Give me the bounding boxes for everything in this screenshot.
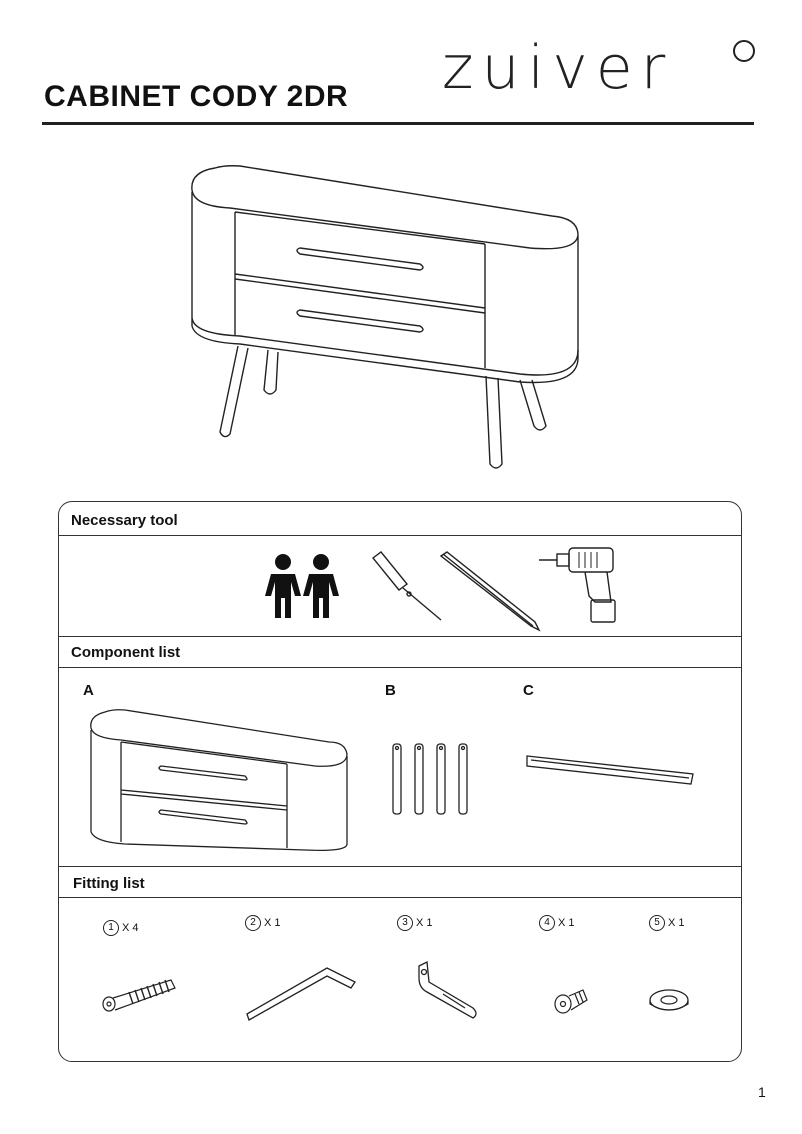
fitting-5-quantity: X 1 bbox=[668, 917, 685, 929]
fitting-2-quantity: X 1 bbox=[264, 917, 281, 929]
header-divider bbox=[42, 122, 754, 125]
allen-key-illustration bbox=[241, 960, 361, 1022]
cabinet-assembled-illustration bbox=[180, 150, 590, 480]
component-b-label: B bbox=[385, 682, 396, 699]
drill-icon bbox=[535, 544, 625, 626]
cabinet-body-illustration bbox=[85, 702, 353, 857]
tools-section-title: Necessary tool bbox=[71, 512, 178, 529]
fitting-3-number: 3 bbox=[397, 915, 413, 931]
pencil-icon bbox=[437, 548, 547, 632]
fitting-4-label bbox=[539, 915, 575, 931]
divider bbox=[59, 866, 741, 867]
fitting-5-label bbox=[649, 915, 685, 931]
instruction-panel bbox=[58, 501, 742, 1062]
legs-illustration bbox=[389, 740, 475, 818]
bolt-illustration bbox=[99, 972, 179, 1016]
fitting-2-label bbox=[245, 915, 281, 931]
page-number: 1 bbox=[758, 1084, 766, 1100]
rail-illustration bbox=[523, 752, 699, 792]
brand-logo: zuiver bbox=[442, 33, 674, 103]
fitting-3-quantity: X 1 bbox=[416, 917, 433, 929]
two-people-icon bbox=[259, 552, 349, 624]
fitting-4-number: 4 bbox=[539, 915, 555, 931]
divider bbox=[59, 897, 741, 898]
fitting-4-quantity: X 1 bbox=[558, 917, 575, 929]
fitting-5-number: 5 bbox=[649, 915, 665, 931]
fittings-section-title: Fitting list bbox=[73, 875, 145, 892]
fitting-2-number: 2 bbox=[245, 915, 261, 931]
fitting-1-number: 1 bbox=[103, 920, 119, 936]
angle-bracket-illustration bbox=[413, 958, 483, 1022]
component-a-label: A bbox=[83, 682, 94, 699]
fitting-1-label bbox=[103, 920, 139, 936]
divider bbox=[59, 636, 741, 637]
washer-illustration bbox=[647, 986, 691, 1016]
divider bbox=[59, 535, 741, 536]
divider bbox=[59, 667, 741, 668]
fitting-3-label bbox=[397, 915, 433, 931]
fitting-1-quantity: X 4 bbox=[122, 922, 139, 934]
short-screw-illustration bbox=[551, 982, 591, 1016]
brand-logo-ring bbox=[733, 40, 755, 62]
components-section-title: Component list bbox=[71, 644, 181, 661]
page-title: CABINET CODY 2DR bbox=[44, 80, 349, 113]
component-c-label: C bbox=[523, 682, 534, 699]
